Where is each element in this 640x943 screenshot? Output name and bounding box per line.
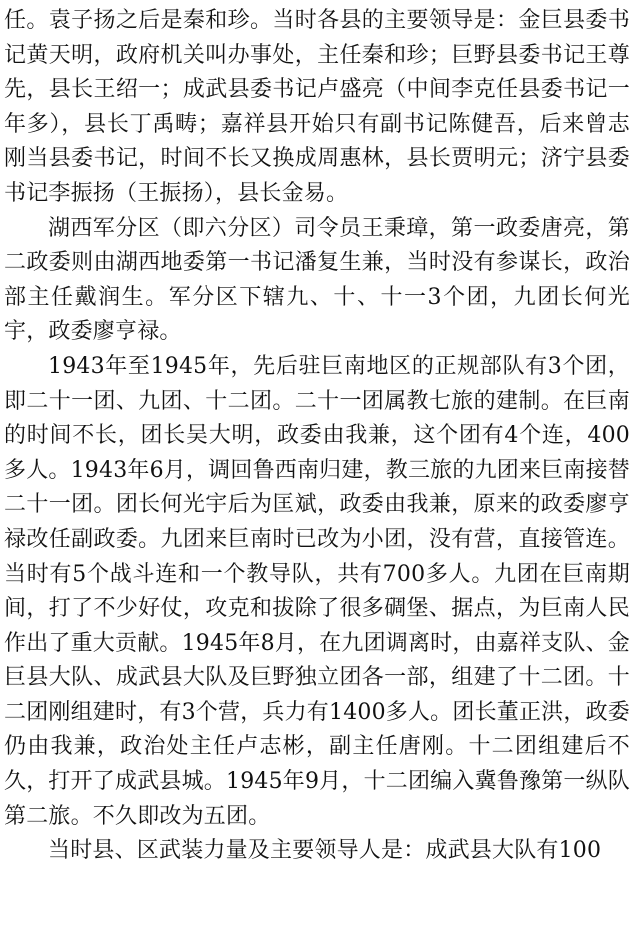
paragraph-regular-troops: 1943年至1945年，先后驻巨南地区的正规部队有3个团，即二十一团、九团、十二团。二十一团属教七旅的建制。在巨南的时间不长，团长吴大明，政委由我兼，这个团有4个连，400多人。1943年6月，调回鲁西南归建，教三旅的九团来巨南接替二十一团。团长何光宇后为匡斌，政委由我兼，原来的政委廖亨禄改任副政委。九团来巨南时已改为小团，没有营，直接管连。当时有5个战斗连和一个教导队，共有700多人。九团在巨南期间，打了不少好仗，攻克和拔除了很多碉堡、据点，为巨南人民作出了重大贡献。1945年8月，在九团调离时，由嘉祥支队、金巨县大队、成武县大队及巨野独立团各一部，组建了十二团。十二团刚组建时，有3个营，兵力有1400多人。团长董正洪，政委仍由我兼，政治处主任卢志彬，副主任唐刚。十二团组建后不久，打开了成武县城。1945年9月，十二团编入冀鲁豫第一纵队第二旅。不久即改为五团。 — [4, 353, 630, 829]
paragraph-military-subdistrict: 湖西军分区（即六分区）司令员王秉璋，第一政委唐亮，第二政委则由湖西地委第一书记潘复生兼，当时没有参谋长，政治部主任戴润生。军分区下辖九、十、十一3个团，九团长何光宇，政委廖亨禄。 — [4, 215, 630, 345]
paragraph-county-forces: 当时县、区武装力量及主要领导人是：成武县大队有100 — [48, 838, 602, 864]
paragraph-county-leaders: 任。袁子扬之后是秦和珍。当时各县的主要领导是：金巨县委书记黄天明，政府机关叫办事处，主任秦和珍；巨野县委书记王尊先，县长王绍一；成武县委书记卢盛亮（中间李克任县委书记一年多），县长丁禹畴；嘉祥县开始只有副书记陈健吾，后来曾志刚当县委书记，时间不长又换成周惠林，县长贾明元；济宁县委书记李振扬（王振扬），县长金易。 — [4, 8, 630, 206]
